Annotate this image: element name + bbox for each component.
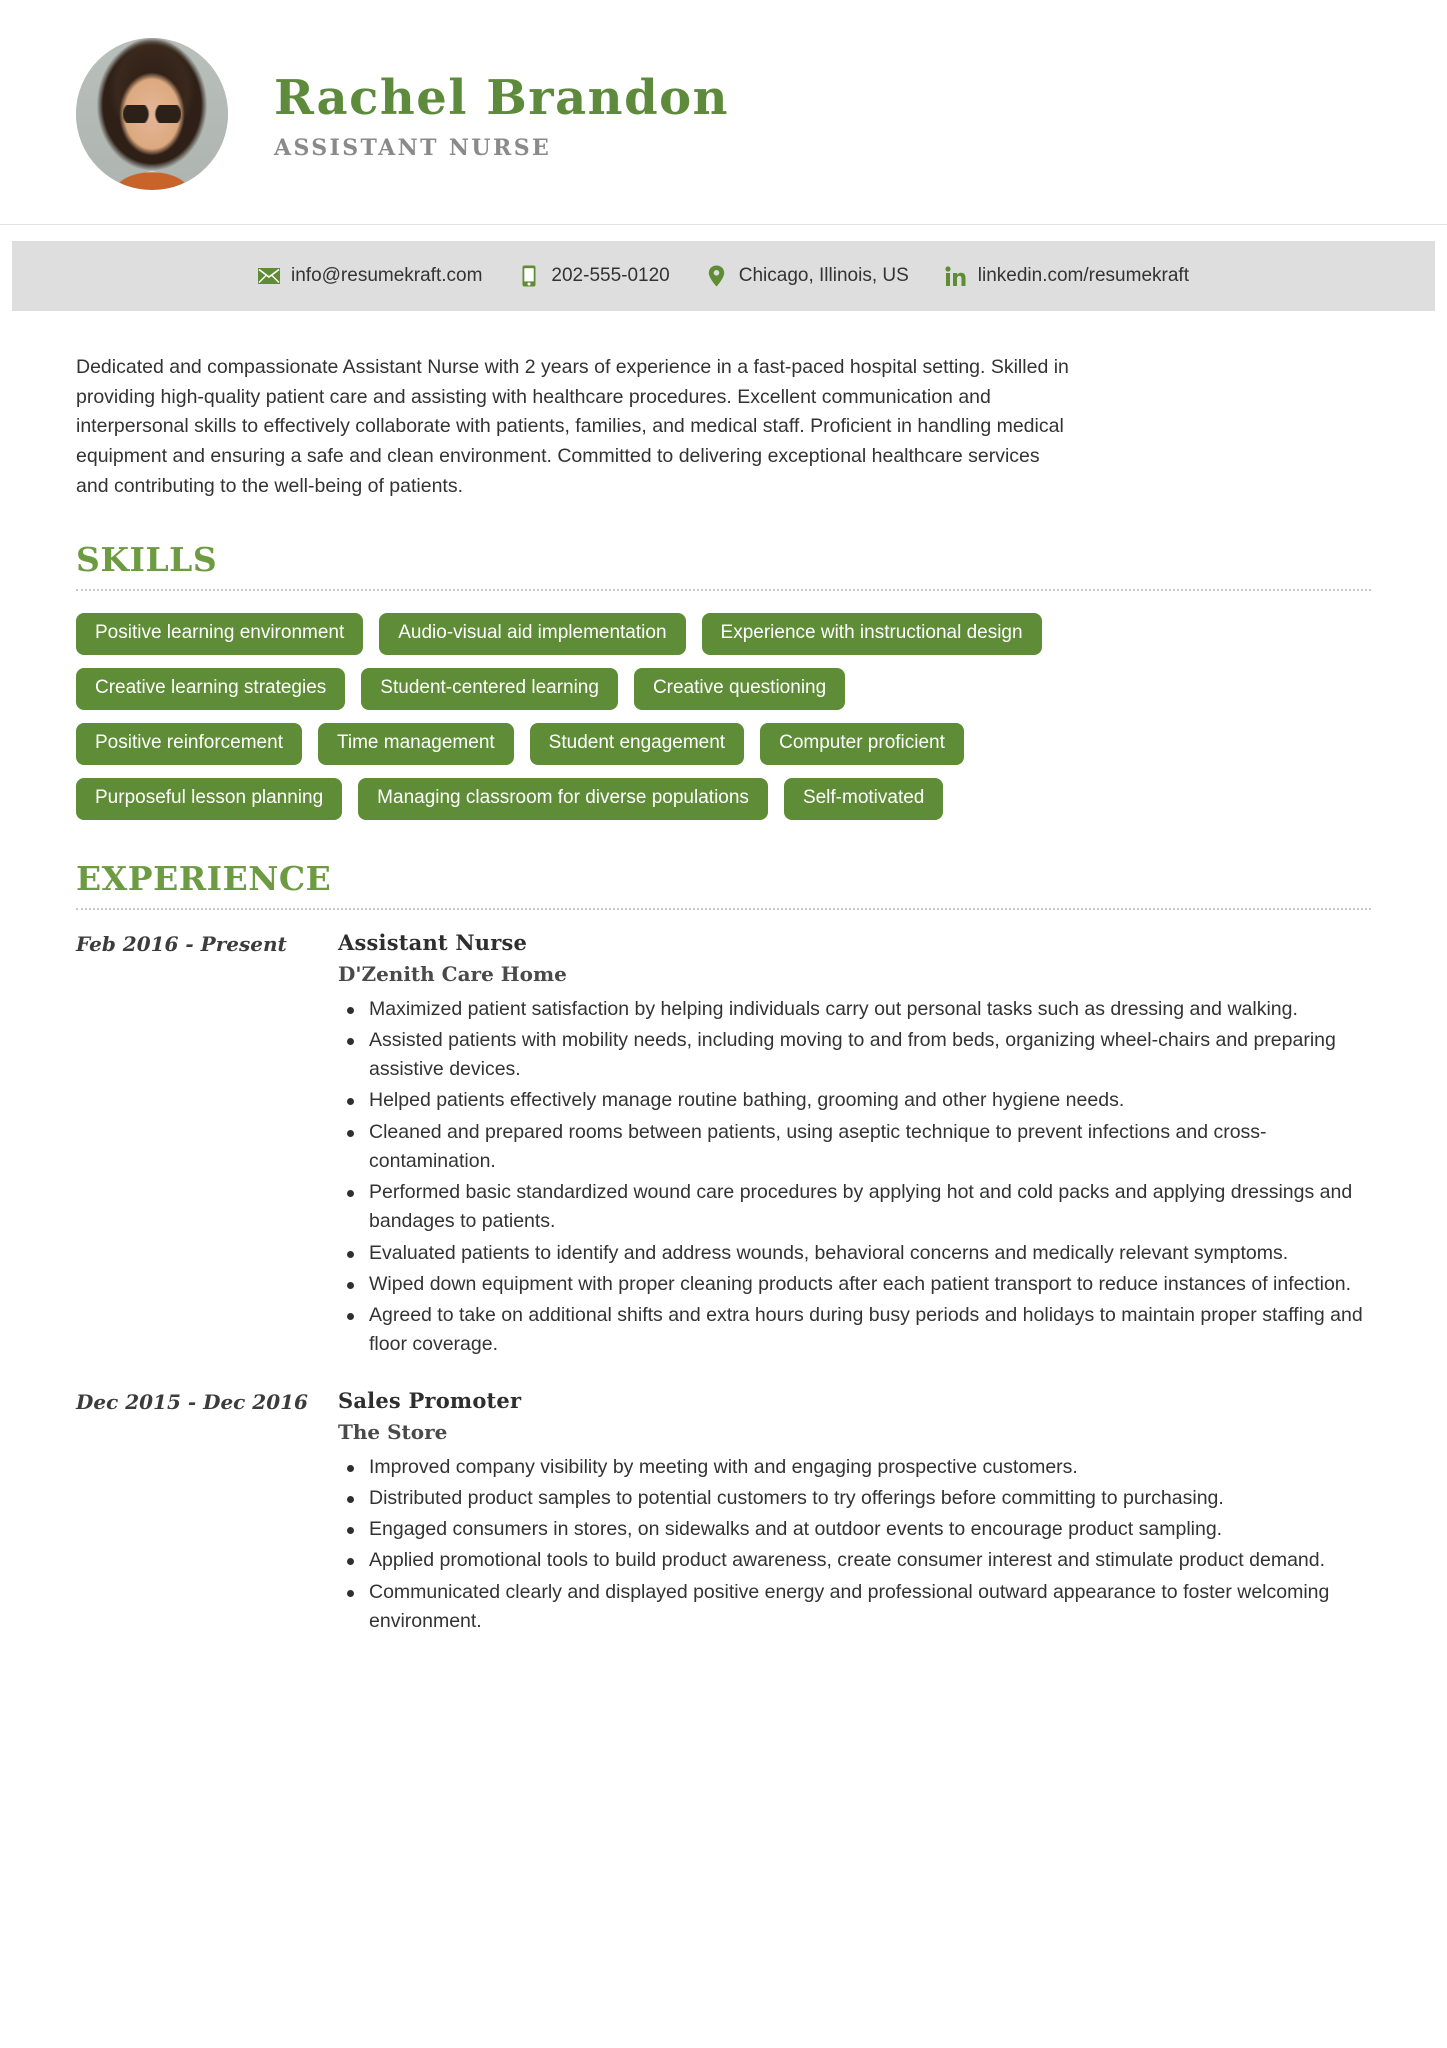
header-job-title: ASSISTANT NURSE — [274, 135, 552, 162]
avatar — [76, 38, 228, 190]
experience-date: Dec 2015 - Dec 2016 — [76, 1389, 308, 1414]
header-text-block — [274, 67, 729, 161]
list-item: Maximized patient satisfaction by helping individuals carry out personal tasks such as dressing and walking. — [338, 995, 1371, 1024]
skill-chip: Creative learning strategies — [76, 668, 345, 710]
skill-chip: Self-motivated — [784, 778, 943, 820]
list-item: Communicated clearly and displayed positive energy and professional outward appearance to foster welcoming environment. — [338, 1578, 1371, 1637]
contact-bar — [12, 241, 1435, 311]
contact-email[interactable] — [258, 265, 482, 287]
skill-chip: Managing classroom for diverse populations — [358, 778, 768, 820]
list-item: Assisted patients with mobility needs, including moving to and from beds, organizing wheel-chairs and preparing assistive devices. — [338, 1026, 1371, 1085]
experience-date: Feb 2016 - Present — [76, 931, 287, 956]
mobile-phone-icon — [518, 265, 540, 287]
contact-linkedin-text: linkedin.com/resumekraft — [977, 265, 1189, 286]
resume-header — [0, 0, 1447, 225]
experience-company: D'Zenith Care Home — [338, 961, 567, 986]
contact-location[interactable] — [706, 265, 909, 287]
experience-company: The Store — [338, 1419, 448, 1444]
experience-detail — [338, 930, 1371, 1362]
experience-heading: EXPERIENCE — [76, 858, 332, 898]
list-item: Agreed to take on additional shifts and extra hours during busy periods and holidays to maintain proper staffing and floor coverage. — [338, 1301, 1371, 1360]
experience-bullets — [338, 995, 1371, 1360]
experience-detail — [338, 1388, 1371, 1639]
experience-role: Sales Promoter — [338, 1387, 522, 1413]
list-item: Helped patients effectively manage routine bathing, grooming and other hygiene needs. — [338, 1086, 1371, 1115]
skills-chip-list — [76, 613, 1086, 820]
skill-chip: Experience with instructional design — [702, 613, 1042, 655]
contact-location-text: Chicago, Illinois, US — [738, 265, 909, 286]
page-title: Rachel Brandon — [274, 69, 730, 126]
profile-photo-icon — [76, 38, 228, 190]
experience-entry — [76, 1388, 1371, 1639]
experience-bullets — [338, 1453, 1371, 1637]
linkedin-icon — [945, 265, 967, 287]
experience-section — [76, 858, 1371, 1639]
list-item: Distributed product samples to potential customers to try offerings before committing to purchasing. — [338, 1484, 1371, 1513]
skills-divider — [76, 589, 1371, 591]
contact-phone[interactable] — [518, 265, 669, 287]
list-item: Improved company visibility by meeting with and engaging prospective customers. — [338, 1453, 1371, 1482]
list-item: Cleaned and prepared rooms between patients, using aseptic technique to prevent infections and cross-contamination. — [338, 1118, 1371, 1177]
experience-entry — [76, 930, 1371, 1362]
map-pin-icon — [706, 265, 728, 287]
envelope-icon — [258, 265, 280, 287]
skill-chip: Student-centered learning — [361, 668, 618, 710]
skills-heading: SKILLS — [76, 540, 218, 580]
list-item: Performed basic standardized wound care procedures by applying hot and cold packs and applying dressings and bandages to patients. — [338, 1178, 1371, 1237]
list-item: Evaluated patients to identify and address wounds, behavioral concerns and medically relevant symptoms. — [338, 1239, 1371, 1268]
contact-phone-text: 202-555-0120 — [551, 265, 670, 286]
skill-chip: Positive learning environment — [76, 613, 363, 655]
skill-chip: Time management — [318, 723, 514, 765]
skill-chip: Purposeful lesson planning — [76, 778, 342, 820]
skills-section — [76, 540, 1371, 820]
contact-email-text: info@resumekraft.com — [291, 265, 483, 286]
skill-chip: Student engagement — [530, 723, 744, 765]
list-item: Wiped down equipment with proper cleaning products after each patient transport to reduce instances of infection. — [338, 1270, 1371, 1299]
summary-paragraph: Dedicated and compassionate Assistant Nurse with 2 years of experience in a fast-paced hospital setting. Skilled in providing high-quality patient care and assisting with healthcare procedures. Excellent communication and interpersonal skills to effectively collaborate with patients, families, and medical staff. Proficient in handling medical equipment and ensuring a safe and clean environment. Committed to delivering exceptional healthcare services and contributing to the well-being of patients. — [76, 356, 1069, 497]
skill-chip: Positive reinforcement — [76, 723, 302, 765]
list-item: Applied promotional tools to build product awareness, create consumer interest and stimulate product demand. — [338, 1546, 1371, 1575]
experience-role: Assistant Nurse — [338, 929, 528, 955]
skill-chip: Computer proficient — [760, 723, 964, 765]
experience-divider — [76, 908, 1371, 910]
contact-linkedin[interactable] — [945, 265, 1189, 287]
list-item: Engaged consumers in stores, on sidewalks and at outdoor events to encourage product sampling. — [338, 1515, 1371, 1544]
resume-body — [0, 311, 1447, 1638]
skill-chip: Audio-visual aid implementation — [379, 613, 685, 655]
experience-list — [76, 930, 1371, 1639]
skill-chip: Creative questioning — [634, 668, 845, 710]
